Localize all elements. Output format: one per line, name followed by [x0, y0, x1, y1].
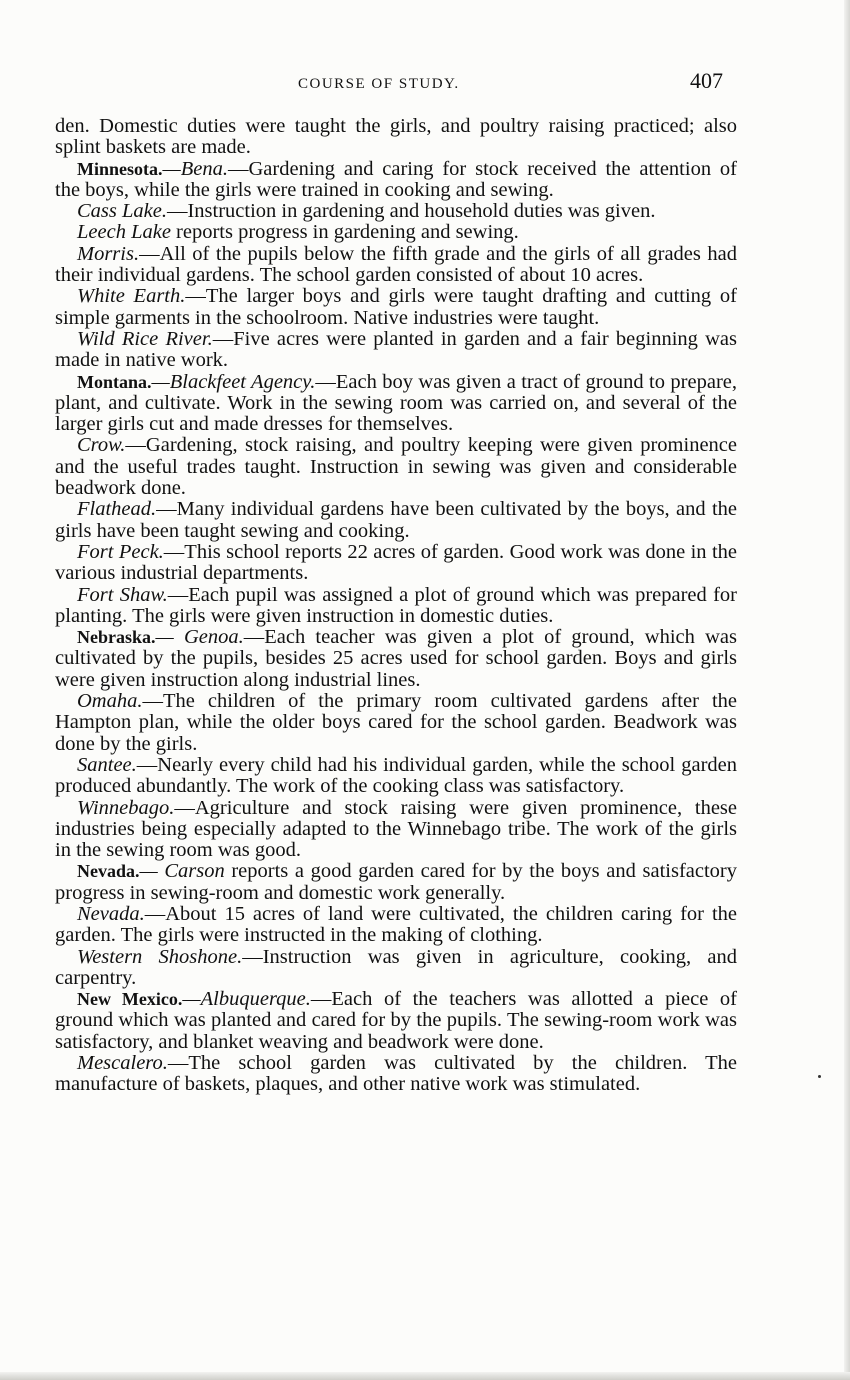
paragraph	[55, 989, 737, 1053]
paragraph	[55, 861, 737, 904]
paragraph-text: —The larger boys and girls were taught drafting and cutting of simple garments in the schoolroom. Native industries were taught.	[55, 285, 737, 329]
school-name: Nevada.	[77, 902, 145, 925]
school-name: Wild Rice River.	[77, 327, 213, 350]
school-name: White Earth.	[77, 285, 186, 308]
paragraph-text: —This school reports 22 acres of garden. Good work was done in the various industrial departments.	[55, 540, 737, 585]
school-name: Crow.	[77, 434, 126, 457]
paragraph-text: —The children of the primary room cultivated gardens after the Hampton plan, while the older boys cared for the school garden. Beadwork was done by the girls.	[55, 690, 737, 755]
school-name: Santee.	[77, 753, 137, 776]
paragraph	[55, 372, 737, 436]
paragraph	[55, 947, 737, 990]
paragraph-text: —About 15 acres of land were cultivated, the children caring for the garden. The girls were instructed in the making of clothing.	[55, 902, 737, 947]
state-name: Montana.	[77, 371, 152, 392]
ink-speck	[818, 1075, 821, 1078]
school-name: Fort Peck.	[77, 540, 164, 563]
paragraph	[55, 159, 737, 202]
paragraph	[55, 585, 737, 628]
paragraph-text: —Instruction was given in agriculture, cooking, and carpentry.	[55, 945, 737, 989]
paragraph-text: reports progress in gardening and sewing.	[170, 221, 519, 244]
state-name: Minnesota.	[77, 158, 163, 179]
school-name: — Carson	[139, 860, 225, 883]
paragraph	[55, 244, 737, 287]
state-name: Nebraska.	[77, 627, 156, 648]
paragraph-text: —Agriculture and stock raising were given prominence, these industries being especially adapted to the Winnebago tribe. The work of the girls in the sewing room was good.	[55, 796, 737, 862]
paragraph-text: —Each pupil was assigned a plot of ground which was prepared for planting. The girls were given instruction in domestic duties.	[55, 583, 737, 627]
school-name: —Bena.	[162, 157, 228, 180]
school-name: Western Shoshone.	[77, 945, 243, 968]
school-name: Flathead.	[77, 498, 157, 521]
paragraph-text: —Each teacher was given a plot of ground, which was cultivated by the pupils, besides 25 acres used for school garden. Boys and girls were given instruction along industrial lines.	[55, 626, 738, 691]
state-name: New Mexico.	[77, 989, 183, 1010]
paragraph-text: —Each of the teachers was allotted a piece of ground which was planted and cared for by the pupils. The sewing-room work was satisfactory, and blanket weaving and beadwork were done.	[55, 988, 737, 1053]
paragraph-text: den. Domestic duties were taught the girls, and poultry raising practiced; also splint baskets are made.	[55, 115, 737, 159]
paragraph	[55, 286, 737, 329]
school-name: —Albuquerque.	[182, 988, 311, 1011]
school-name: Cass Lake.	[77, 200, 167, 223]
school-name: Fort Shaw.	[77, 583, 168, 606]
body-text	[55, 116, 737, 1096]
paragraph	[55, 499, 737, 542]
paragraph	[55, 755, 737, 798]
school-name: Winnebago.	[77, 796, 175, 819]
paragraph	[55, 798, 737, 862]
school-name: — Genoa.	[155, 626, 244, 649]
page-edge-shadow	[844, 0, 850, 1380]
paragraph	[55, 1053, 737, 1096]
school-name: Mescalero.	[77, 1052, 168, 1075]
paragraph	[55, 201, 737, 222]
paragraph-text: —Each boy was given a tract of ground to prepare, plant, and cultivate. Work in the sewing room was carried on, and several of the larger girls cut and made dresses for themselves.	[55, 370, 737, 436]
paragraph-text: —Instruction in gardening and household duties was given.	[166, 200, 656, 223]
paragraph-text: —Five acres were planted in garden and a fair beginning was made in native work.	[55, 327, 738, 372]
paragraph-text: —Gardening and caring for stock received the attention of the boys, while the girls were trained in cooking and sewing.	[55, 157, 737, 201]
paragraph	[55, 329, 737, 372]
paragraph-text: —The school garden was cultivated by the children. The manufacture of baskets, plaques, and other native work was stimulated.	[55, 1052, 737, 1096]
paragraph-text: reports a good garden cared for by the boys and satisfactory progress in sewing-room and domestic work generally.	[55, 860, 737, 904]
school-name: —Blackfeet Agency.	[151, 370, 316, 393]
state-name: Nevada.	[77, 861, 140, 882]
paragraph	[55, 116, 737, 159]
paragraph	[55, 222, 737, 243]
paragraph	[55, 627, 737, 691]
paragraph-text: —Gardening, stock raising, and poultry keeping were given prominence and the useful trades taught. Instruction in sewing was given and considerable beadwork done.	[55, 434, 737, 500]
running-title: COURSE OF STUDY.	[298, 76, 460, 92]
school-name: Morris.	[77, 242, 140, 265]
running-head	[0, 68, 850, 98]
paragraph	[55, 542, 737, 585]
paragraph	[55, 904, 737, 947]
paragraph-text: —All of the pupils below the fifth grade and the girls of all grades had their individual gardens. The school garden consisted of about 10 acres.	[55, 242, 737, 287]
page-bottom-edge	[0, 1372, 850, 1380]
school-name: Omaha.	[77, 690, 143, 713]
paragraph-text: —Many individual gardens have been cultivated by the boys, and the girls have been taught sewing and cooking.	[55, 498, 737, 542]
page-number: 407	[690, 68, 723, 93]
paragraph-text: —Nearly every child had his individual garden, while the school garden produced abundantly. The work of the cooking class was satisfactory.	[55, 753, 737, 798]
paragraph	[55, 435, 737, 499]
paragraph	[55, 691, 737, 755]
school-name: Leech Lake	[77, 221, 171, 244]
